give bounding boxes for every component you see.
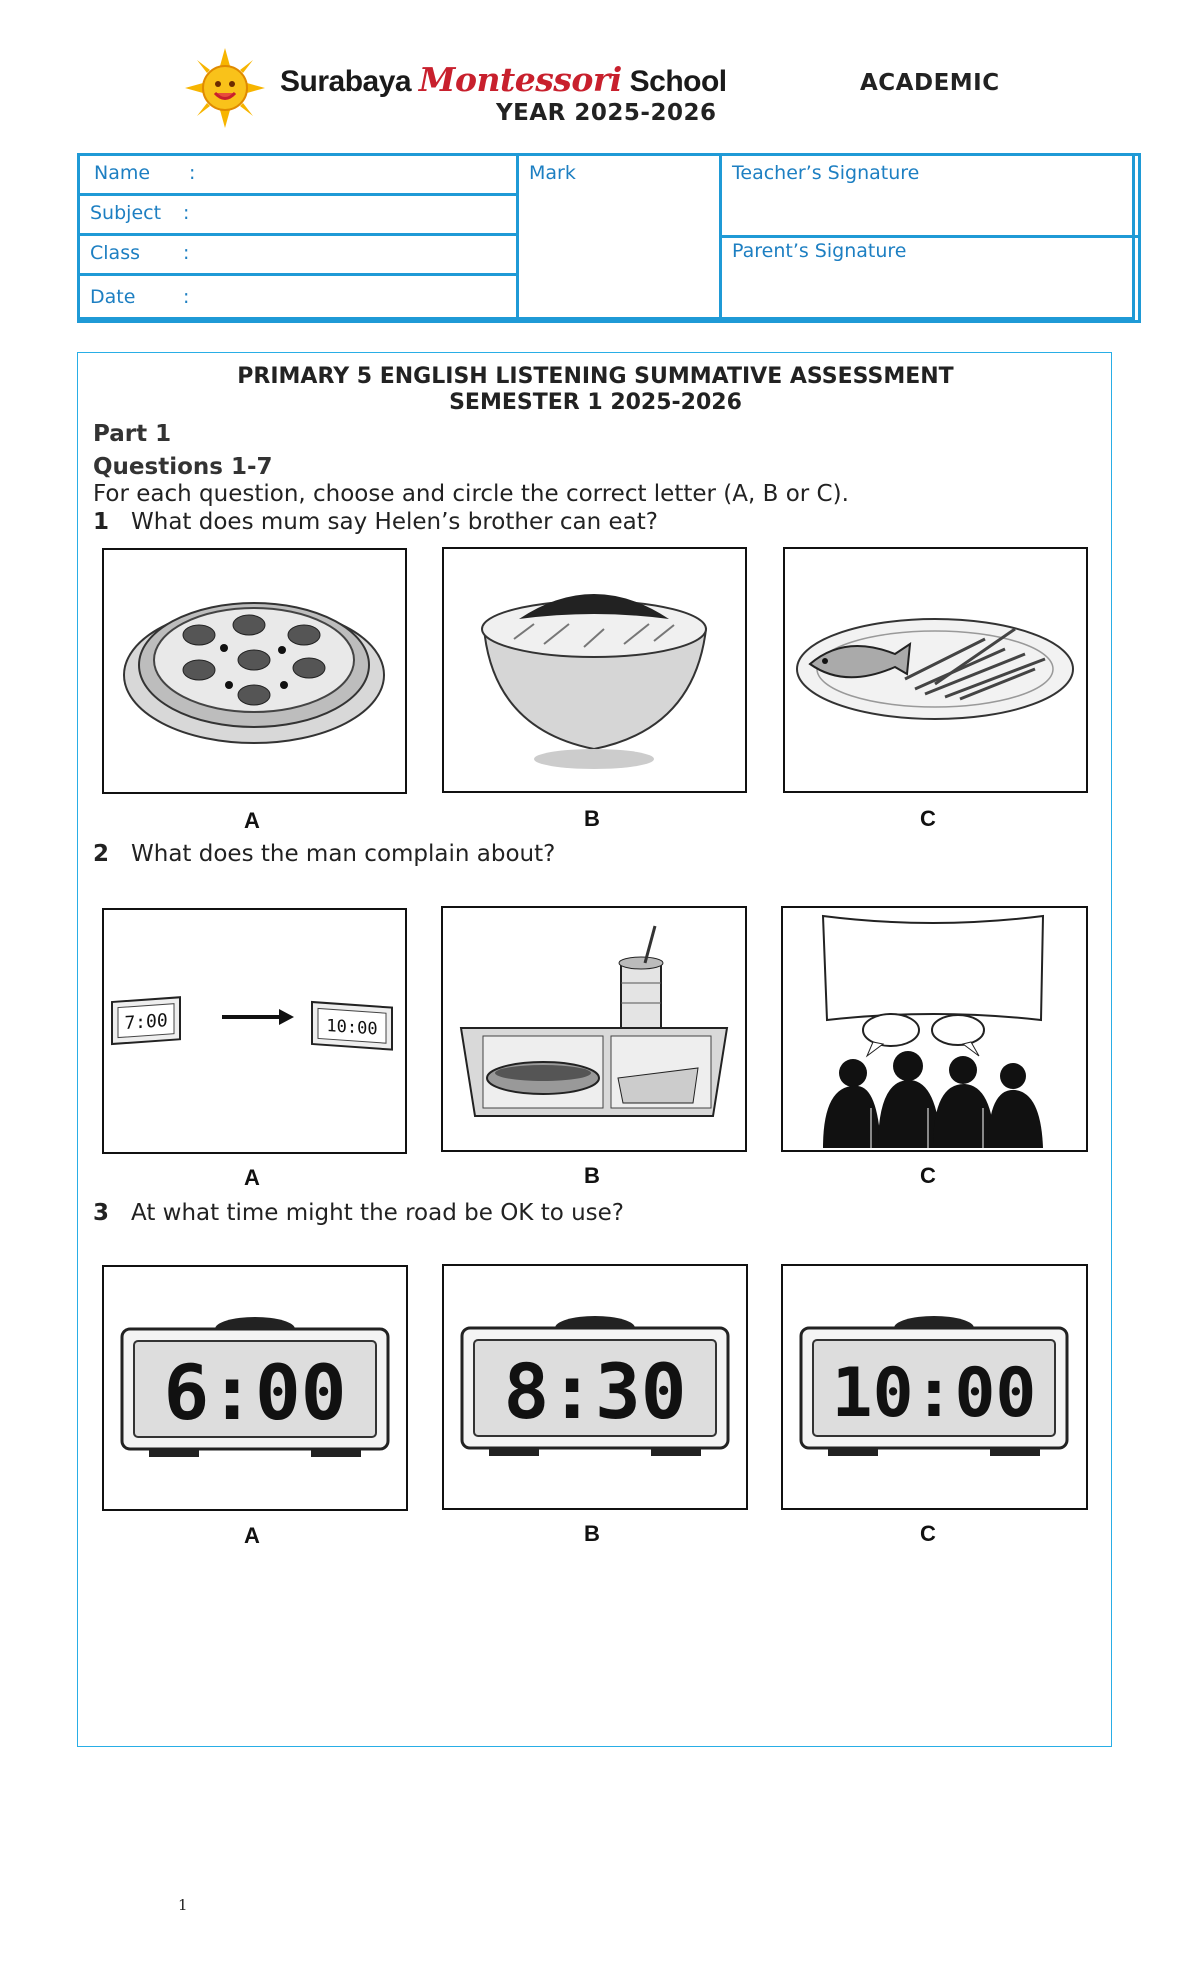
option-3b-clock-image[interactable]: [442, 1264, 748, 1510]
fish-and-chips-icon: [785, 549, 1086, 791]
option-1c-letter[interactable]: C: [920, 806, 936, 831]
option-2a-letter[interactable]: A: [244, 1165, 260, 1190]
question-2: 2 What does the man complain about?: [93, 841, 556, 867]
clock-time-text: 6:00: [163, 1348, 347, 1437]
part-heading: Part 1: [93, 421, 172, 447]
clock-time-text: 10:00: [831, 1354, 1037, 1433]
pizza-icon: [104, 550, 405, 792]
page-number: 1: [178, 1896, 188, 1914]
option-3b-letter[interactable]: B: [584, 1521, 600, 1546]
academic-year: YEAR 2025-2026: [496, 100, 717, 126]
option-1a-letter[interactable]: A: [244, 808, 260, 833]
option-3c-clock-image[interactable]: [781, 1264, 1088, 1510]
parent-signature-field[interactable]: Parent’s Signature: [719, 235, 1141, 323]
option-3a-clock-image[interactable]: [102, 1265, 408, 1511]
academic-label: ACADEMIC: [860, 70, 1000, 96]
option-2b-letter[interactable]: B: [584, 1163, 600, 1188]
option-1b-letter[interactable]: B: [584, 806, 600, 831]
cinema-audience-icon: [783, 908, 1086, 1150]
question-1: 1 What does mum say Helen’s brother can eat?: [93, 509, 658, 535]
assessment-box: [77, 352, 1112, 1747]
clock-to-text: 10:00: [326, 1016, 378, 1040]
clock-from-text: 7:00: [124, 1010, 168, 1035]
assessment-semester: SEMESTER 1 2025-2026: [449, 390, 742, 415]
option-1a-pizza-image[interactable]: [102, 548, 407, 794]
option-2c-letter[interactable]: C: [920, 1163, 936, 1188]
clocks-time-change-icon: [104, 910, 405, 1152]
sun-logo-icon: [185, 48, 265, 128]
digital-clock-icon: [783, 1266, 1086, 1508]
date-field[interactable]: Date :: [77, 273, 519, 323]
pasta-bowl-icon: [444, 549, 745, 791]
option-2b-food-tray-image[interactable]: [441, 906, 747, 1152]
school-name: Surabaya Montessori School: [280, 60, 727, 99]
food-tray-icon: [443, 908, 745, 1150]
clock-time-text: 8:30: [503, 1347, 687, 1436]
option-1b-pasta-image[interactable]: [442, 547, 747, 793]
teacher-signature-field[interactable]: Teacher’s Signature: [719, 153, 1141, 238]
student-info-table: [77, 153, 1135, 320]
assessment-title: PRIMARY 5 ENGLISH LISTENING SUMMATIVE ASSESSMENT: [237, 364, 954, 389]
name-field[interactable]: Name :: [77, 153, 519, 196]
mark-field[interactable]: Mark: [516, 153, 722, 323]
option-2a-clocks-image[interactable]: [102, 908, 407, 1154]
question-3: 3 At what time might the road be OK to use?: [93, 1200, 625, 1226]
subject-field[interactable]: Subject :: [77, 193, 519, 236]
class-field[interactable]: Class :: [77, 233, 519, 276]
option-3a-letter[interactable]: A: [244, 1523, 260, 1548]
option-2c-cinema-image[interactable]: [781, 906, 1088, 1152]
questions-range: Questions 1-7: [93, 454, 273, 480]
digital-clock-icon: [444, 1266, 746, 1508]
option-3c-letter[interactable]: C: [920, 1521, 936, 1546]
option-1c-fish-chips-image[interactable]: [783, 547, 1088, 793]
digital-clock-icon: [104, 1267, 406, 1509]
instruction-text: For each question, choose and circle the correct letter (A, B or C).: [93, 481, 849, 507]
